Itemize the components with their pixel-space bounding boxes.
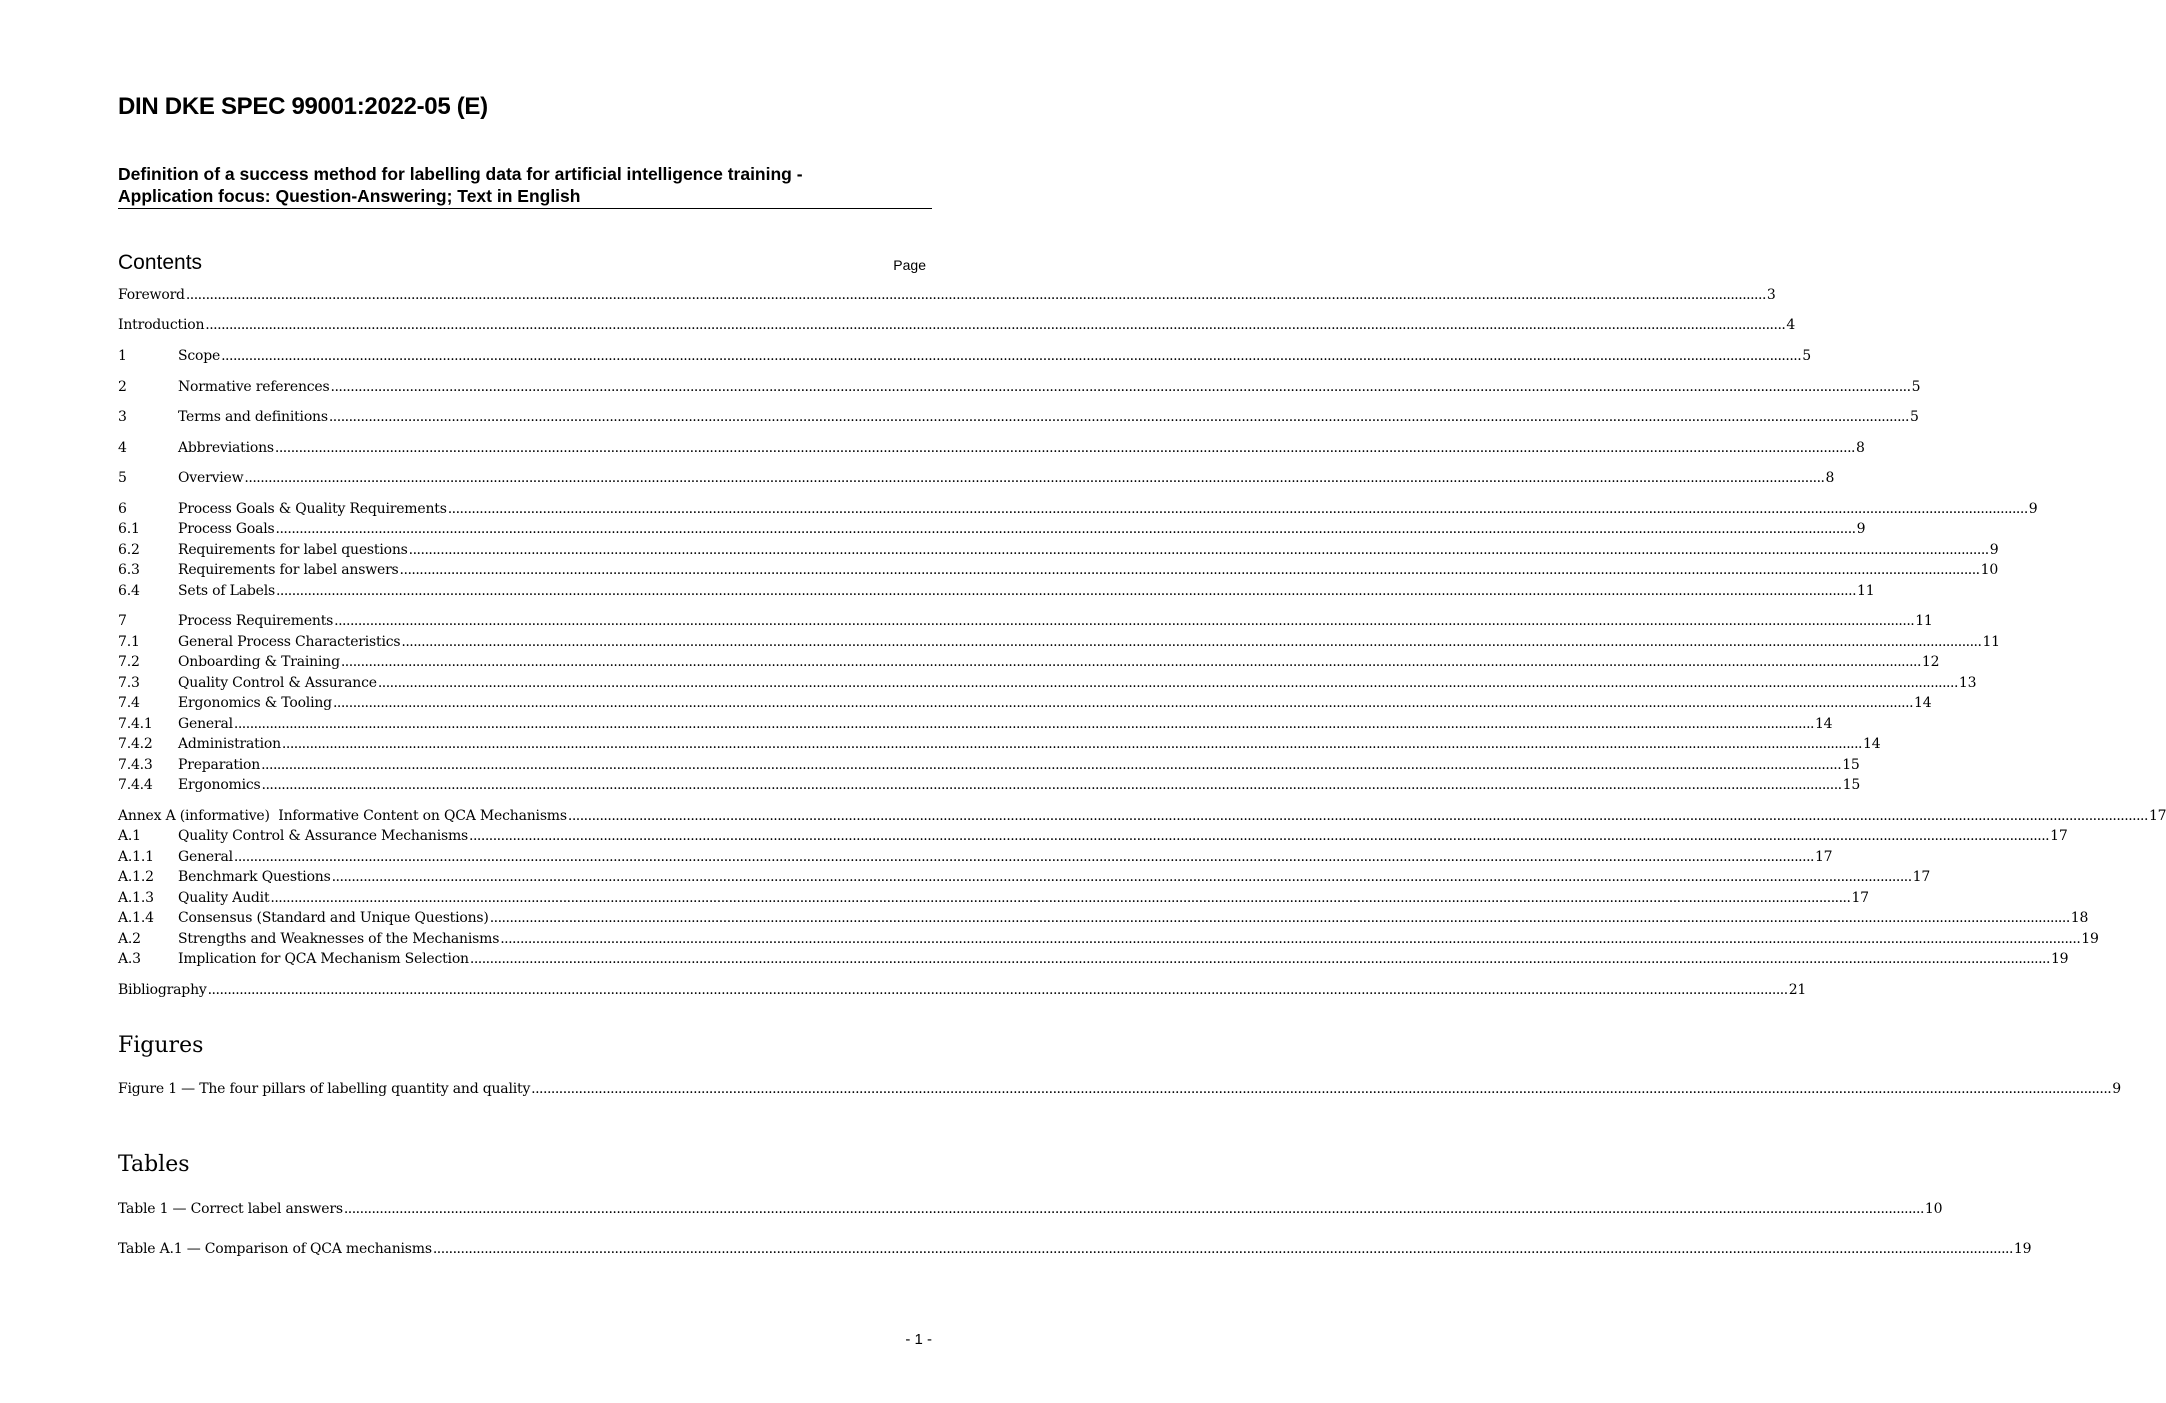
toc-entry-6-2[interactable]	[118, 542, 1999, 562]
page-number: - 1 -	[905, 1331, 932, 1348]
toc-leader: ................................................................................................................................................................................................................................................................................................................................................................................................................	[469, 951, 2050, 967]
toc-entry-page: 5	[1911, 379, 1921, 395]
toc-leader: ................................................................................................................................................................................................................................................................................................................................................................................................................	[331, 869, 1912, 885]
toc-entry-page: 15	[1842, 757, 1860, 773]
toc-entry-7-4-4[interactable]	[118, 777, 1861, 797]
toc-entry-title: General	[178, 849, 233, 865]
toc-entry-number: 7.4.2	[118, 736, 153, 752]
toc-entry-title: Preparation	[178, 757, 261, 773]
table-entry-page: 10	[1924, 1201, 1943, 1217]
toc-entry-title: Foreword	[118, 287, 185, 303]
toc-entry-number: 4	[118, 440, 127, 456]
toc-leader: ................................................................................................................................................................................................................................................................................................................................................................................................................	[328, 409, 1909, 425]
toc-entry-page: 8	[1825, 470, 1835, 486]
table-entry-title: Table A.1 — Comparison of QCA mechanisms	[118, 1241, 432, 1257]
toc-entry-3[interactable]	[118, 409, 1919, 429]
toc-entry-title: Normative references	[178, 379, 330, 395]
toc-leader: ................................................................................................................................................................................................................................................................................................................................................................................................................	[332, 695, 1914, 711]
toc-entry-7-4[interactable]	[118, 695, 1932, 715]
toc-leader: ................................................................................................................................................................................................................................................................................................................................................................................................................	[274, 440, 1855, 456]
toc-entry-foreword[interactable]	[118, 287, 1776, 307]
toc-entry-number: 1	[118, 348, 127, 364]
toc-entry-page: 13	[1958, 675, 1977, 691]
toc-leader: ................................................................................................................................................................................................................................................................................................................................................................................................................	[261, 757, 1842, 773]
toc-entry-page: 17	[1851, 890, 1869, 906]
toc-entry-title: General Process Characteristics	[178, 634, 401, 650]
toc-entry-page: 8	[1855, 440, 1865, 456]
toc-entry-title: Bibliography	[118, 982, 207, 998]
toc-entry-title: Quality Control & Assurance Mechanisms	[178, 828, 469, 844]
toc-entry-number: 7.1	[118, 634, 140, 650]
toc-leader: ................................................................................................................................................................................................................................................................................................................................................................................................................	[343, 1201, 1924, 1217]
toc-leader: ................................................................................................................................................................................................................................................................................................................................................................................................................	[207, 982, 1788, 998]
toc-entry-title: Requirements for label answers	[178, 562, 399, 578]
toc-entry-title: Administration	[178, 736, 281, 752]
toc-leader: ................................................................................................................................................................................................................................................................................................................................................................................................................	[205, 317, 1786, 333]
toc-entry-page: 11	[1982, 634, 2000, 650]
table-entry-a-1[interactable]	[118, 1241, 2032, 1261]
page-column-label: Page	[893, 257, 926, 273]
toc-leader: ................................................................................................................................................................................................................................................................................................................................................................................................................	[447, 501, 2028, 517]
toc-entry-page: 9	[1989, 542, 1999, 558]
toc-entry-number: 6.2	[118, 542, 140, 558]
toc-entry-a-1-3[interactable]	[118, 890, 1869, 910]
toc-entry-7-2[interactable]	[118, 654, 1940, 674]
toc-entry-page: 14	[1814, 716, 1833, 732]
toc-entry-number: 7.4.4	[118, 777, 153, 793]
toc-entry-title: Overview	[178, 470, 244, 486]
toc-entry-a-1-1[interactable]	[118, 849, 1833, 869]
toc-entry-7-3[interactable]	[118, 675, 1977, 695]
toc-entry-a-1-4[interactable]	[118, 910, 2089, 930]
document-title	[118, 163, 932, 209]
toc-entry-page: 15	[1842, 777, 1861, 793]
toc-entry-page: 4	[1786, 317, 1796, 333]
toc-entry-a-2[interactable]	[118, 931, 2099, 951]
figure-entry-1[interactable]	[118, 1081, 2121, 1101]
toc-entry-6-3[interactable]	[118, 562, 1999, 582]
toc-entry-page: 11	[1857, 583, 1875, 599]
toc-entry-number: 6.4	[118, 583, 140, 599]
toc-entry-number: A.2	[118, 931, 141, 947]
toc-entry-title: Terms and definitions	[178, 409, 328, 425]
toc-entry-title: Requirements for label questions	[178, 542, 408, 558]
toc-leader: ................................................................................................................................................................................................................................................................................................................................................................................................................	[281, 736, 1862, 752]
toc-entry-title: Onboarding & Training	[178, 654, 340, 670]
toc-entry-page: 17	[2148, 808, 2166, 824]
toc-entry-page: 19	[2050, 951, 2069, 967]
toc-leader: ................................................................................................................................................................................................................................................................................................................................................................................................................	[275, 583, 1857, 599]
toc-entry-introduction[interactable]	[118, 317, 1796, 337]
toc-leader: ................................................................................................................................................................................................................................................................................................................................................................................................................	[244, 470, 1825, 486]
toc-entry-title: Process Goals & Quality Requirements	[178, 501, 447, 517]
table-entry-1[interactable]	[118, 1201, 1943, 1221]
toc-entry-title: Strengths and Weaknesses of the Mechanisms	[178, 931, 500, 947]
toc-entry-title: Scope	[178, 348, 221, 364]
toc-entry-5[interactable]	[118, 470, 1835, 490]
table-entry-title: Table 1 — Correct label answers	[118, 1201, 343, 1217]
figure-entry-title: Figure 1 — The four pillars of labelling quantity and quality	[118, 1081, 531, 1097]
toc-entry-6[interactable]	[118, 501, 2038, 521]
toc-leader: ................................................................................................................................................................................................................................................................................................................................................................................................................	[567, 808, 2148, 824]
toc-leader: ................................................................................................................................................................................................................................................................................................................................................................................................................	[185, 287, 1766, 303]
document-id: DIN DKE SPEC 99001:2022-05 (E)	[118, 93, 488, 120]
toc-entry-title: Annex A (informative) Informative Content on QCA Mechanisms	[118, 808, 567, 824]
toc-entry-title: General	[178, 716, 233, 732]
toc-entry-number: 7.4.1	[118, 716, 153, 732]
toc-entry-title: Quality Audit	[178, 890, 270, 906]
toc-entry-page: 17	[1912, 869, 1931, 885]
toc-entry-page: 11	[1915, 613, 1933, 629]
toc-entry-title: Ergonomics & Tooling	[178, 695, 332, 711]
contents-heading: Contents	[118, 251, 203, 274]
toc-entry-number: 7.3	[118, 675, 140, 691]
toc-leader: ................................................................................................................................................................................................................................................................................................................................................................................................................	[408, 542, 1989, 558]
toc-leader: ................................................................................................................................................................................................................................................................................................................................................................................................................	[270, 890, 1851, 906]
toc-entry-7-4-2[interactable]	[118, 736, 1881, 756]
toc-entry-number: 7.4	[118, 695, 140, 711]
toc-entry-number: 3	[118, 409, 127, 425]
toc-entry-number: 6.1	[118, 521, 140, 537]
toc-entry-title: Quality Control & Assurance	[178, 675, 377, 691]
toc-entry-number: 7.4.3	[118, 757, 153, 773]
toc-entry-a-1-2[interactable]	[118, 869, 1931, 889]
toc-entry-number: A.1.2	[118, 869, 154, 885]
toc-leader: ................................................................................................................................................................................................................................................................................................................................................................................................................	[275, 521, 1856, 537]
toc-leader: ................................................................................................................................................................................................................................................................................................................................................................................................................	[500, 931, 2081, 947]
toc-entry-title: Benchmark Questions	[178, 869, 331, 885]
toc-leader: ................................................................................................................................................................................................................................................................................................................................................................................................................	[334, 613, 1915, 629]
toc-entry-number: A.1.4	[118, 910, 154, 926]
toc-entry-a-3[interactable]	[118, 951, 2069, 971]
toc-leader: ................................................................................................................................................................................................................................................................................................................................................................................................................	[330, 379, 1911, 395]
toc-entry-page: 9	[1856, 521, 1866, 537]
toc-entry-number: 6	[118, 501, 127, 517]
toc-leader: ................................................................................................................................................................................................................................................................................................................................................................................................................	[401, 634, 1982, 650]
toc-entry-number: 6.3	[118, 562, 140, 578]
document-title-line-2: Application focus: Question-Answering; Text in English	[118, 186, 581, 206]
figures-heading: Figures	[118, 1033, 204, 1058]
toc-entry-7-1[interactable]	[118, 634, 2000, 654]
toc-entry-6-1[interactable]	[118, 521, 1866, 541]
toc-entry-4[interactable]	[118, 440, 1865, 460]
toc-entry-title: Process Requirements	[178, 613, 334, 629]
toc-leader: ................................................................................................................................................................................................................................................................................................................................................................................................................	[489, 910, 2070, 926]
toc-entry-page: 3	[1766, 287, 1776, 303]
toc-entry-1[interactable]	[118, 348, 1811, 368]
toc-entry-7[interactable]	[118, 613, 1933, 633]
toc-leader: ................................................................................................................................................................................................................................................................................................................................................................................................................	[261, 777, 1842, 793]
toc-entry-title: Introduction	[118, 317, 205, 333]
toc-entry-page: 9	[2028, 501, 2038, 517]
toc-entry-page: 14	[1863, 736, 1881, 752]
toc-entry-number: A.3	[118, 951, 141, 967]
toc-entry-page: 12	[1921, 654, 1940, 670]
toc-leader: ................................................................................................................................................................................................................................................................................................................................................................................................................	[233, 849, 1814, 865]
toc-leader: ................................................................................................................................................................................................................................................................................................................................................................................................................	[399, 562, 1980, 578]
toc-entry-number: A.1.1	[118, 849, 154, 865]
toc-entry-number: 5	[118, 470, 127, 486]
toc-entry-page: 5	[1802, 348, 1811, 364]
toc-entry-title: Ergonomics	[178, 777, 261, 793]
toc-entry-page: 21	[1788, 982, 1807, 998]
toc-leader: ................................................................................................................................................................................................................................................................................................................................................................................................................	[469, 828, 2050, 844]
toc-entry-title: Consensus (Standard and Unique Questions)	[178, 910, 489, 926]
toc-entry-page: 10	[1980, 562, 1999, 578]
toc-entry-page: 18	[2070, 910, 2089, 926]
tables-heading: Tables	[118, 1152, 190, 1177]
toc-entry-6-4[interactable]	[118, 583, 1875, 603]
toc-leader: ................................................................................................................................................................................................................................................................................................................................................................................................................	[377, 675, 1958, 691]
toc-entry-7-4-3[interactable]	[118, 757, 1860, 777]
toc-entry-page: 17	[1814, 849, 1833, 865]
toc-entry-bibliography[interactable]	[118, 982, 1807, 1002]
toc-entry-number: 2	[118, 379, 127, 395]
toc-entry-page: 19	[2081, 931, 2099, 947]
toc-entry-7-4-1[interactable]	[118, 716, 1833, 736]
toc-entry-page: 5	[1909, 409, 1919, 425]
toc-entry-title: Abbreviations	[178, 440, 274, 456]
toc-leader: ................................................................................................................................................................................................................................................................................................................................................................................................................	[531, 1081, 2112, 1097]
table-entry-page: 19	[2013, 1241, 2032, 1257]
toc-entry-title: Sets of Labels	[178, 583, 275, 599]
toc-leader: ................................................................................................................................................................................................................................................................................................................................................................................................................	[221, 348, 1802, 364]
document-title-line-1: Definition of a success method for labelling data for artificial intelligence training -	[118, 164, 803, 184]
toc-entry-number: A.1.3	[118, 890, 154, 906]
toc-entry-number: 7.2	[118, 654, 140, 670]
figure-entry-page: 9	[2112, 1081, 2121, 1097]
toc-leader: ................................................................................................................................................................................................................................................................................................................................................................................................................	[432, 1241, 2013, 1257]
toc-entry-title: Process Goals	[178, 521, 275, 537]
toc-entry-number: 7	[118, 613, 127, 629]
document-page	[118, 0, 2166, 1403]
toc-entry-page: 17	[2050, 828, 2068, 844]
toc-entry-a-1[interactable]	[118, 828, 2068, 848]
toc-entry-annex-a[interactable]	[118, 808, 2166, 828]
toc-entry-2[interactable]	[118, 379, 1921, 399]
toc-leader: ................................................................................................................................................................................................................................................................................................................................................................................................................	[340, 654, 1921, 670]
toc-entry-number: A.1	[118, 828, 141, 844]
toc-leader: ................................................................................................................................................................................................................................................................................................................................................................................................................	[233, 716, 1814, 732]
toc-entry-page: 14	[1914, 695, 1932, 711]
toc-entry-title: Implication for QCA Mechanism Selection	[178, 951, 469, 967]
